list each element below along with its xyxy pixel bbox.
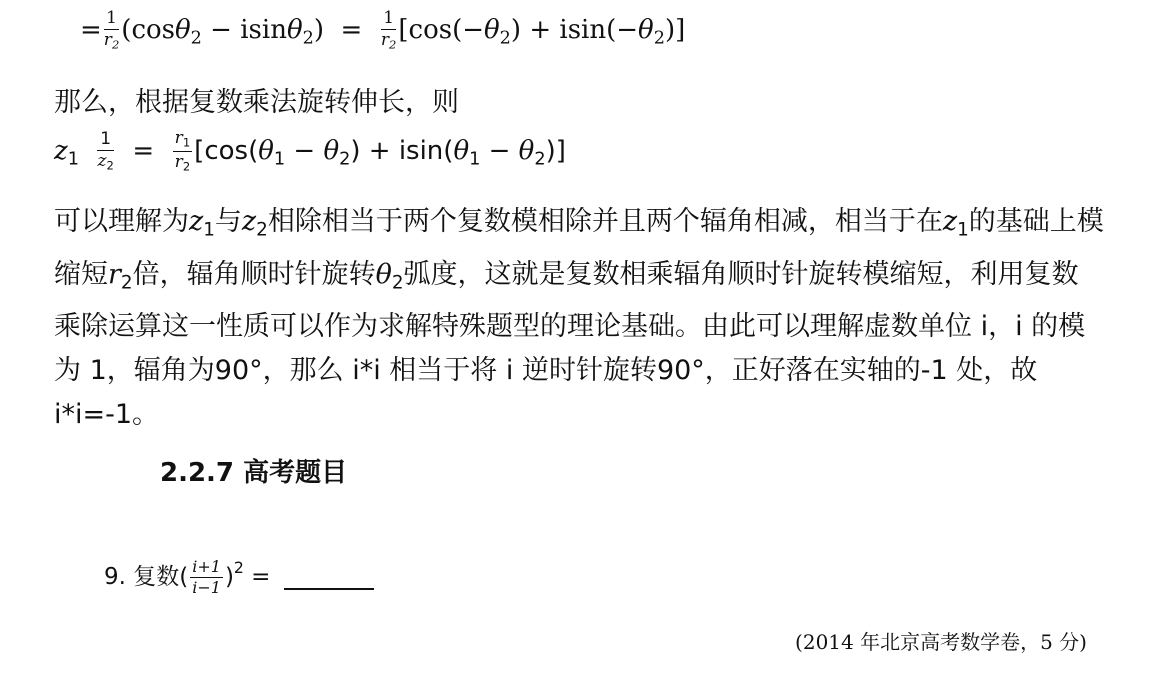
explanation-paragraph: 可以理解为$z_1$与$z_2$相除相当于两个复数模相除并且两个辐角相减，相当于在$z_1$的基础上模缩短$r_2$倍，辐角顺时针旋转$\theta_2$弧度，这就是复数相乘辐角顺时针旋转模缩短，利用复数乘除运算这一性质可以作为求解特殊题型的理论基础。由此可以理解虚数单位 i，i 的模为 1，辐角为90°，那么 i*i 相当于将 i 逆时针旋转90°，正好落在实轴的-1 处，故 i*i=-1。 — [54, 206, 1104, 430]
equals-sign: = — [80, 15, 102, 46]
equation-z1-over-z2: $z_1$ $\frac{1}{z_2}$ = $\frac{r_1}{r_2}$ $[\cos(\theta_1 - \theta_2) + isin(\theta_1 - \theta_2)]$ — [54, 128, 566, 174]
fraction-one-over-r2: $\frac{1}{r_2}$ — [103, 8, 120, 52]
source-citation: (2014 年北京高考数学卷，5 分) — [795, 630, 1087, 654]
fraction-one-over-r2-b: $\frac{1}{r_2}$ — [380, 8, 397, 52]
question-9: 9. 复数( $\frac{i+1}{i-1}$ )$^2$ = — [104, 558, 374, 596]
section-heading: 2.2.7 高考题目 — [160, 458, 348, 488]
cos-term: (cos — [121, 15, 175, 46]
paragraph-transition: 那么，根据复数乘法旋转伸长，则 — [54, 87, 459, 118]
question-label: 9. 复数( — [104, 564, 189, 590]
fraction-one-over-z2: $\frac{1}{z_2}$ — [97, 129, 114, 173]
equation-quotient: = $\frac{1}{r_2}$ (cosθ$_2$ − isinθ$_2$) = $\frac{1}{r_2}$ $[\cos(-\theta_2) + isin(-\theta_2)]$ — [80, 8, 686, 52]
fraction-i-plus-1-over-i-minus-1: $\frac{i+1}{i-1}$ — [192, 557, 221, 597]
answer-blank[interactable] — [284, 566, 374, 590]
fraction-r1-over-r2: $\frac{r_1}{r_2}$ — [174, 128, 191, 174]
